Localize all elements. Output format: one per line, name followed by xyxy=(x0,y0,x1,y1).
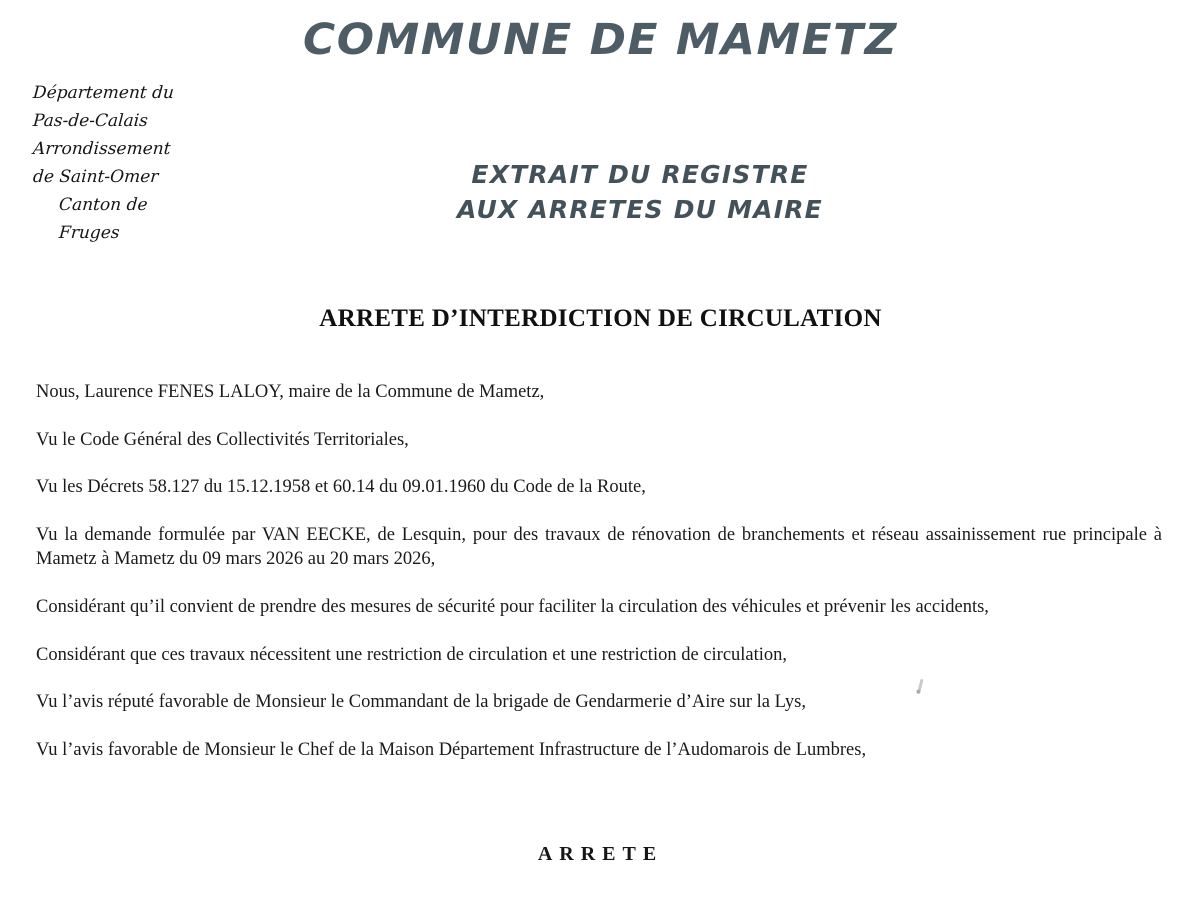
origin-line-departement: Département du xyxy=(32,83,175,103)
clause-avis-gendarmerie: Vu l’avis réputé favorable de Monsieur le Commandant de la brigade de Gendarmerie d’Aire sur la Lys, xyxy=(36,692,806,713)
register-line-extrait: EXTRAIT DU REGISTRE xyxy=(471,160,809,189)
origin-line-canton: Canton de xyxy=(58,195,149,215)
origin-line-pas-de-calais: Pas-de-Calais xyxy=(32,111,149,131)
register-extract-block xyxy=(330,162,950,233)
clause-demande-van-eecke: Vu la demande formulée par VAN EECKE, de Lesquin, pour des travaux de rénovation de branchements et réseau assainissement rue principale à Mametz à Mametz du 09 mars 2026 au 20 mars 2026, xyxy=(36,524,1162,570)
clause-avis-infrastructure: Vu l’avis favorable de Monsieur le Chef de la Maison Département Infrastructure de l’Audomarois de Lumbres, xyxy=(36,739,867,760)
origin-line-saint-omer: de Saint-Omer xyxy=(32,167,160,187)
clause-considerant-restriction: Considérant que ces travaux nécessitent une restriction de circulation et une restriction de circulation, xyxy=(36,644,788,665)
origin-line-arrondissement: Arrondissement xyxy=(32,139,172,159)
register-line-arretes: AUX ARRETES DU MAIRE xyxy=(457,195,823,225)
arrete-footer: ARRETE xyxy=(537,843,664,865)
document-body xyxy=(36,380,1162,762)
clause-considerant-securite: Considérant qu’il convient de prendre des mesures de sécurité pour faciliter la circulation des véhicules et prévenir les accidents, xyxy=(36,596,989,617)
administrative-origin-block xyxy=(33,85,243,253)
origin-line-fruges: Fruges xyxy=(58,223,121,243)
document-heading: ARRETE D’INTERDICTION DE CIRCULATION xyxy=(319,305,882,332)
clause-code-general: Vu le Code Général des Collectivités Territoriales, xyxy=(36,429,409,450)
clause-mayor: Nous, Laurence FENES LALOY, maire de la Commune de Mametz, xyxy=(36,382,545,402)
clause-decrets: Vu les Décrets 58.127 du 15.12.1958 et 60.14 du 09.01.1960 du Code de la Route, xyxy=(36,477,646,498)
commune-title: COMMUNE DE MAMETZ xyxy=(303,15,898,65)
